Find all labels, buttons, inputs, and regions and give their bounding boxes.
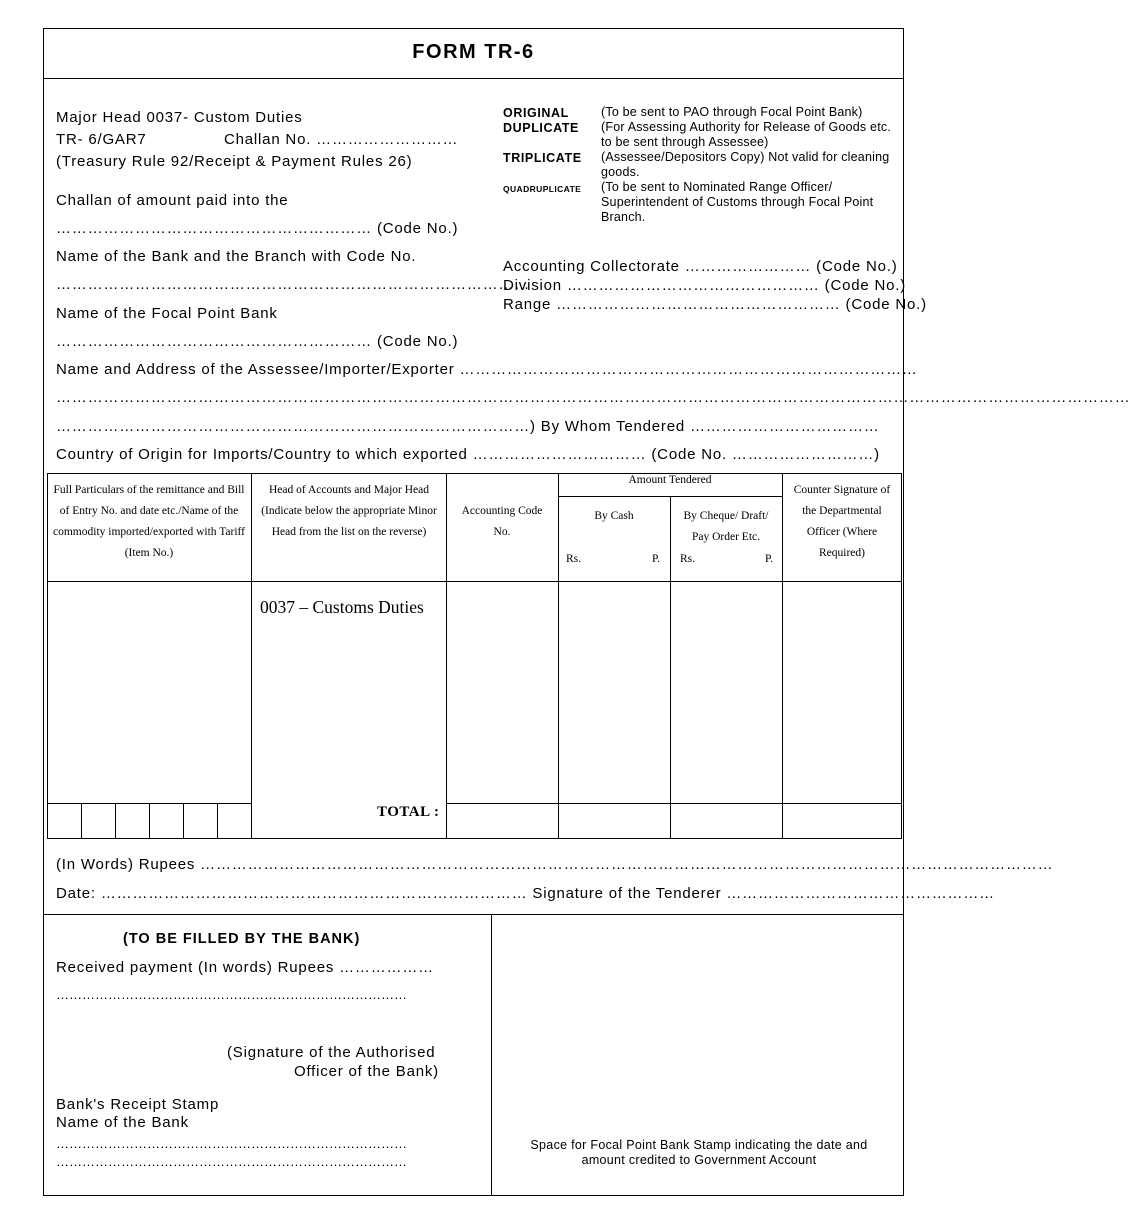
copy-desc-duplicate: (For Assessing Authority for Release of Goods etc. to be sent through Assessee) xyxy=(601,120,891,149)
form-title: FORM TR-6 xyxy=(412,41,535,63)
col-border-4 xyxy=(670,496,671,839)
tariff-box-divider xyxy=(183,803,184,838)
tendered-line: ………………………………………………………………………………) By Whom Tendered ……………………………… xyxy=(56,418,880,435)
col-border-2 xyxy=(446,473,447,839)
col-border-0 xyxy=(47,473,48,839)
right-total-divider xyxy=(446,803,902,804)
copy-label-quadruplicate: QUADRUPLICATE xyxy=(503,184,582,194)
in-words-line: (In Words) Rupees ……………………………………………………………………………………………………………………………………………… xyxy=(56,856,1054,873)
bank-dots-line: ……………………………………………………………………… xyxy=(56,987,407,1002)
col-header-particulars: Full Particulars of the remittance and Bill of Entry No. and date etc./Name of the commodity imported/exported with Tariff (Item No.) xyxy=(53,484,245,559)
col-header-accounting-code: Accounting Code No. xyxy=(461,505,543,538)
tariff-box-divider xyxy=(81,803,82,838)
col-border-5 xyxy=(782,473,783,839)
bank-section-vertical xyxy=(491,914,492,1196)
total-label: TOTAL : xyxy=(377,804,440,820)
bank-name-label: Name of the Bank xyxy=(56,1114,189,1131)
col-header-by-cash: By Cash xyxy=(594,510,634,522)
copy-label-duplicate: DUPLICATE xyxy=(503,121,579,135)
division: Division ………………………………………… (Code No.) xyxy=(503,277,907,294)
accounting-collectorate: Accounting Collectorate …………………… (Code No.) xyxy=(503,258,898,275)
table-bottom-border xyxy=(47,838,902,839)
tariff-box-divider xyxy=(217,803,218,838)
challan-amount-label: Challan of amount paid into the xyxy=(56,192,289,209)
header-bottom-border xyxy=(47,581,902,582)
copy-desc-quadruplicate: (To be sent to Nominated Range Officer/ Superintendent of Customs through Focal Point Branch. xyxy=(601,180,874,224)
copy-label-triplicate: TRIPLICATE xyxy=(503,151,582,165)
dots-line-2: …………………………………………………………………………………………………………………………………………………………………………………… xyxy=(56,389,1130,406)
signature-authorised-line2: Officer of the Bank) xyxy=(294,1063,439,1080)
code-line-1: …………………………………………………… (Code No.) xyxy=(56,220,459,237)
title-divider xyxy=(43,78,904,79)
focal-point-stamp-space: Space for Focal Point Bank Stamp indicating the date and amount credited to Government Account xyxy=(530,1138,868,1167)
bank-receipt-stamp: Bank's Receipt Stamp xyxy=(56,1096,220,1113)
cash-rs-label: Rs. xyxy=(566,553,582,565)
col-border-3 xyxy=(558,473,559,839)
major-head: Major Head 0037- Custom Duties xyxy=(56,109,303,126)
range: Range ……………………………………………… (Code No.) xyxy=(503,296,927,313)
tr-code: TR- 6/GAR7 xyxy=(56,131,147,148)
col-header-head-of-accounts: Head of Accounts and Major Head (Indicate below the appropriate Minor Head from the list on the reverse) xyxy=(261,484,437,538)
signature-authorised-line1: (Signature of the Authorised xyxy=(227,1044,436,1061)
received-payment-line: Received payment (In words) Rupees ……………… xyxy=(56,959,434,976)
col-header-counter-signature: Counter Signature of the Departmental Officer (Where Required) xyxy=(793,484,891,559)
tariff-box-divider xyxy=(149,803,150,838)
col-border-6 xyxy=(901,473,902,839)
customs-duties-entry: 0037 – Customs Duties xyxy=(260,597,424,617)
dots-line-1: ……………………………………………………………………………… xyxy=(56,276,530,293)
country-line: Country of Origin for Imports/Country to which exported …………………………… (Code No. ………………………) xyxy=(56,446,880,463)
treasury-rule: (Treasury Rule 92/Receipt & Payment Rules 26) xyxy=(56,153,413,170)
col-border-1 xyxy=(251,473,252,839)
copy-desc-original: (To be sent to PAO through Focal Point Bank) xyxy=(601,105,863,119)
bank-branch-label: Name of the Bank and the Branch with Code No. xyxy=(56,248,417,265)
assessee-line: Name and Address of the Assessee/Importer/Exporter …………………………………………………………………………… xyxy=(56,361,918,378)
copy-desc-triplicate: (Assessee/Depositors Copy) Not valid for cleaning goods. xyxy=(601,150,890,179)
code-line-2: …………………………………………………… (Code No.) xyxy=(56,333,459,350)
copy-label-original: ORIGINAL xyxy=(503,106,569,120)
tariff-box-divider xyxy=(115,803,116,838)
bank-name-dots-2: ……………………………………………………………………… xyxy=(56,1154,407,1169)
date-signature-line: Date: ……………………………………………………………………… Signature of the Tenderer …………………………………………… xyxy=(56,885,995,902)
bank-section-divider xyxy=(43,914,904,915)
col-header-amount-tendered: Amount Tendered xyxy=(628,474,712,486)
bank-heading: (TO BE FILLED BY THE BANK) xyxy=(123,931,361,947)
cash-p-label: P. xyxy=(652,553,660,565)
cheque-rs-label: Rs. xyxy=(680,553,696,565)
cheque-p-label: P. xyxy=(765,553,773,565)
bank-name-dots-1: ……………………………………………………………………… xyxy=(56,1136,407,1151)
col-header-by-cheque: By Cheque/ Draft/ Pay Order Etc. xyxy=(683,510,769,543)
challan-no: Challan No. ……………………… xyxy=(224,131,459,148)
focal-bank-label: Name of the Focal Point Bank xyxy=(56,305,278,322)
